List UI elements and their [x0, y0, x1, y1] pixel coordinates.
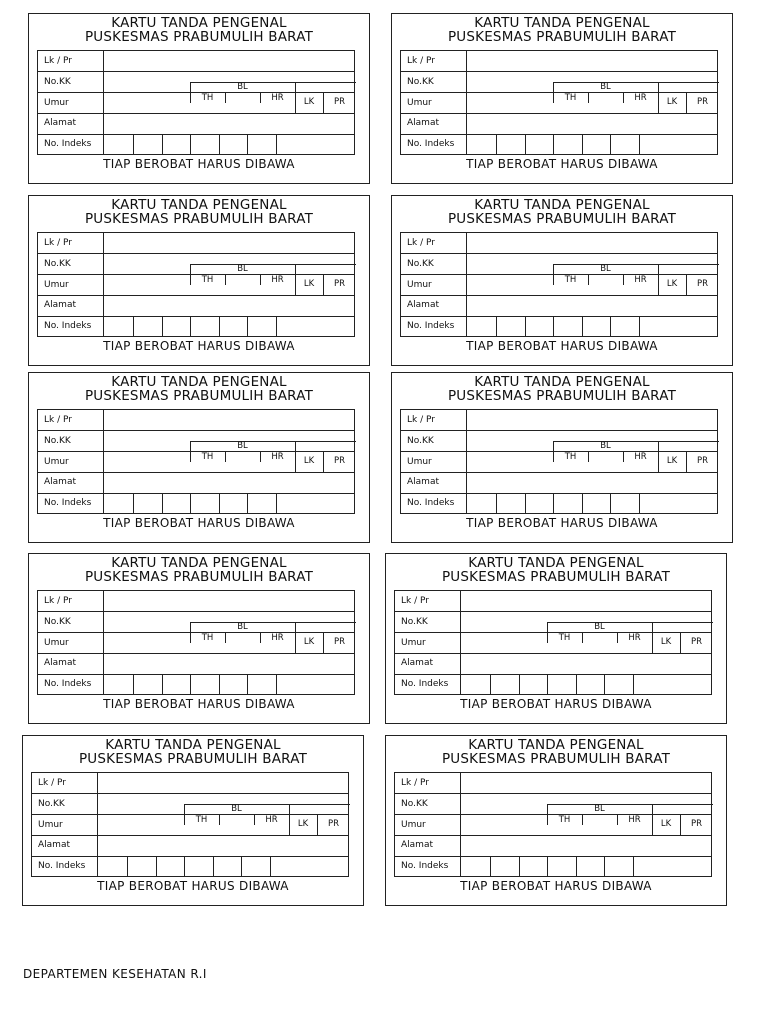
card-title-line1: KARTU TANDA PENGENAL: [474, 15, 650, 31]
index-box-divider: [276, 674, 277, 694]
index-box-divider: [633, 674, 634, 694]
row-divider: [38, 134, 354, 135]
field-label-address: Alamat: [44, 118, 76, 128]
label-column-divider: [103, 51, 104, 154]
row-divider: [38, 472, 354, 473]
card-title-line1: KARTU TANDA PENGENAL: [111, 374, 287, 390]
field-label-gender: Lk / Pr: [44, 238, 72, 248]
age-subgrid-line: [553, 441, 719, 442]
index-box-divider: [219, 316, 220, 336]
field-label-address: Alamat: [401, 658, 433, 668]
card-form-grid: [37, 50, 355, 155]
row-divider: [32, 793, 348, 794]
field-label-age: Umur: [407, 280, 432, 290]
row-divider: [38, 71, 354, 72]
age-unit-hr: HR: [265, 815, 278, 825]
index-box-divider: [547, 674, 548, 694]
age-unit-th: TH: [201, 633, 214, 643]
age-subgrid-line: [582, 632, 583, 643]
field-label-kk: No.KK: [407, 436, 434, 446]
field-label-index: No. Indeks: [401, 679, 449, 689]
row-divider: [38, 253, 354, 254]
gender-lk: LK: [303, 97, 315, 107]
index-box-divider: [525, 134, 526, 154]
index-box-divider: [610, 316, 611, 336]
field-label-index: No. Indeks: [44, 321, 92, 331]
age-subgrid-line: [553, 264, 719, 265]
card-footer: TIAP BEROBAT HARUS DIBAWA: [103, 157, 295, 171]
label-column-divider: [460, 773, 461, 876]
card-title: [386, 738, 726, 766]
age-subgrid-line: [225, 274, 226, 285]
index-box-divider: [219, 674, 220, 694]
index-box-divider: [490, 856, 491, 876]
field-label-kk: No.KK: [44, 617, 71, 627]
index-box-divider: [133, 134, 134, 154]
field-label-address: Alamat: [407, 118, 439, 128]
row-divider: [38, 674, 354, 675]
age-unit-hr: HR: [634, 452, 647, 462]
index-box-divider: [247, 134, 248, 154]
id-card: [28, 13, 370, 184]
field-label-index: No. Indeks: [407, 498, 455, 508]
card-footer: TIAP BEROBAT HARUS DIBAWA: [466, 516, 658, 530]
row-divider: [401, 316, 717, 317]
gender-pr: PR: [333, 97, 346, 107]
age-unit-hr: HR: [271, 275, 284, 285]
index-box-divider: [247, 316, 248, 336]
field-label-gender: Lk / Pr: [44, 56, 72, 66]
field-label-address: Alamat: [44, 300, 76, 310]
row-divider: [38, 316, 354, 317]
age-unit-th: TH: [564, 275, 577, 285]
field-label-kk: No.KK: [407, 259, 434, 269]
age-unit-th: TH: [195, 815, 208, 825]
index-box-divider: [247, 493, 248, 513]
index-box-divider: [576, 674, 577, 694]
age-unit-th: TH: [564, 452, 577, 462]
index-box-divider: [241, 856, 242, 876]
index-box-divider: [156, 856, 157, 876]
index-box-divider: [639, 493, 640, 513]
age-subgrid-line: [553, 82, 719, 83]
card-title: [392, 375, 732, 403]
index-box-divider: [639, 316, 640, 336]
field-label-age: Umur: [44, 457, 69, 467]
index-box-divider: [525, 493, 526, 513]
index-box-divider: [162, 674, 163, 694]
card-form-grid: [37, 590, 355, 695]
row-divider: [38, 611, 354, 612]
card-title: [392, 198, 732, 226]
age-subgrid-line: [190, 441, 356, 442]
age-unit-bl: BL: [231, 804, 242, 814]
card-footer: TIAP BEROBAT HARUS DIBAWA: [97, 879, 289, 893]
card-title: [29, 198, 369, 226]
field-label-index: No. Indeks: [407, 321, 455, 331]
card-footer: TIAP BEROBAT HARUS DIBAWA: [460, 879, 652, 893]
card-title: [23, 738, 363, 766]
id-card: [385, 735, 727, 906]
field-label-age: Umur: [44, 280, 69, 290]
index-box-divider: [582, 316, 583, 336]
card-title-line1: KARTU TANDA PENGENAL: [468, 555, 644, 571]
field-label-age: Umur: [44, 638, 69, 648]
row-divider: [401, 134, 717, 135]
age-subgrid-line: [588, 451, 589, 462]
index-box-divider: [553, 493, 554, 513]
id-card: [28, 195, 370, 366]
card-title-line2: PUSKESMAS PRABUMULIH BARAT: [447, 388, 677, 404]
age-subgrid-line: [588, 274, 589, 285]
index-box-divider: [582, 134, 583, 154]
card-title: [29, 375, 369, 403]
age-unit-th: TH: [201, 452, 214, 462]
row-divider: [38, 295, 354, 296]
label-column-divider: [103, 410, 104, 513]
card-form-grid: [394, 772, 712, 877]
age-unit-th: TH: [558, 815, 571, 825]
card-form-grid: [400, 409, 718, 514]
age-unit-hr: HR: [628, 633, 641, 643]
index-box-divider: [553, 134, 554, 154]
index-box-divider: [162, 493, 163, 513]
index-box-divider: [247, 674, 248, 694]
row-divider: [401, 253, 717, 254]
index-box-divider: [610, 493, 611, 513]
index-box-divider: [525, 316, 526, 336]
card-title: [29, 16, 369, 44]
card-footer: TIAP BEROBAT HARUS DIBAWA: [103, 339, 295, 353]
field-label-index: No. Indeks: [401, 861, 449, 871]
gender-lk: LK: [303, 456, 315, 466]
age-unit-th: TH: [564, 93, 577, 103]
age-subgrid-line: [547, 804, 713, 805]
card-form-grid: [400, 50, 718, 155]
gender-lk: LK: [297, 819, 309, 829]
card-title-line1: KARTU TANDA PENGENAL: [111, 197, 287, 213]
index-box-divider: [190, 493, 191, 513]
id-card: [28, 553, 370, 724]
card-form-grid: [37, 409, 355, 514]
field-label-age: Umur: [407, 457, 432, 467]
index-box-divider: [213, 856, 214, 876]
field-label-age: Umur: [401, 638, 426, 648]
index-box-divider: [133, 674, 134, 694]
row-divider: [38, 113, 354, 114]
index-box-divider: [219, 134, 220, 154]
field-label-age: Umur: [38, 820, 63, 830]
card-form-grid: [400, 232, 718, 337]
field-label-address: Alamat: [44, 658, 76, 668]
card-footer: TIAP BEROBAT HARUS DIBAWA: [103, 516, 295, 530]
field-label-address: Alamat: [38, 840, 70, 850]
card-title-line2: PUSKESMAS PRABUMULIH BARAT: [447, 29, 677, 45]
field-label-index: No. Indeks: [38, 861, 86, 871]
field-label-kk: No.KK: [407, 77, 434, 87]
field-label-gender: Lk / Pr: [38, 778, 66, 788]
age-unit-bl: BL: [594, 622, 605, 632]
row-divider: [32, 856, 348, 857]
age-unit-hr: HR: [628, 815, 641, 825]
gender-lk: LK: [666, 279, 678, 289]
gender-lk: LK: [666, 97, 678, 107]
field-label-gender: Lk / Pr: [401, 778, 429, 788]
index-box-divider: [190, 316, 191, 336]
gender-pr: PR: [690, 819, 703, 829]
gender-lk: LK: [303, 279, 315, 289]
age-subgrid-line: [225, 632, 226, 643]
row-divider: [32, 835, 348, 836]
card-title-line1: KARTU TANDA PENGENAL: [111, 15, 287, 31]
card-title-line2: PUSKESMAS PRABUMULIH BARAT: [84, 569, 314, 585]
index-box-divider: [633, 856, 634, 876]
index-box-divider: [127, 856, 128, 876]
label-column-divider: [97, 773, 98, 876]
index-box-divider: [162, 316, 163, 336]
index-box-divider: [610, 134, 611, 154]
gender-pr: PR: [696, 279, 709, 289]
field-label-gender: Lk / Pr: [407, 238, 435, 248]
field-label-gender: Lk / Pr: [44, 415, 72, 425]
index-box-divider: [219, 493, 220, 513]
age-subgrid-line: [219, 814, 220, 825]
index-box-divider: [519, 674, 520, 694]
index-box-divider: [133, 493, 134, 513]
card-title-line2: PUSKESMAS PRABUMULIH BARAT: [84, 211, 314, 227]
index-box-divider: [576, 856, 577, 876]
card-footer: TIAP BEROBAT HARUS DIBAWA: [466, 339, 658, 353]
field-label-age: Umur: [407, 98, 432, 108]
card-title-line1: KARTU TANDA PENGENAL: [468, 737, 644, 753]
card-title-line2: PUSKESMAS PRABUMULIH BARAT: [441, 569, 671, 585]
field-label-index: No. Indeks: [44, 139, 92, 149]
label-column-divider: [466, 410, 467, 513]
age-unit-th: TH: [201, 275, 214, 285]
card-title: [29, 556, 369, 584]
age-unit-th: TH: [558, 633, 571, 643]
gender-pr: PR: [696, 97, 709, 107]
label-column-divider: [103, 233, 104, 336]
age-unit-bl: BL: [237, 82, 248, 92]
gender-pr: PR: [696, 456, 709, 466]
field-label-gender: Lk / Pr: [407, 415, 435, 425]
field-label-address: Alamat: [407, 477, 439, 487]
card-form-grid: [394, 590, 712, 695]
label-column-divider: [466, 51, 467, 154]
index-box-divider: [496, 493, 497, 513]
row-divider: [401, 493, 717, 494]
age-subgrid-line: [190, 622, 356, 623]
field-label-gender: Lk / Pr: [401, 596, 429, 606]
field-label-address: Alamat: [401, 840, 433, 850]
index-box-divider: [490, 674, 491, 694]
age-unit-hr: HR: [634, 93, 647, 103]
card-title-line2: PUSKESMAS PRABUMULIH BARAT: [78, 751, 308, 767]
card-title: [386, 556, 726, 584]
index-box-divider: [553, 316, 554, 336]
age-unit-bl: BL: [237, 441, 248, 451]
card-title-line2: PUSKESMAS PRABUMULIH BARAT: [441, 751, 671, 767]
row-divider: [38, 653, 354, 654]
row-divider: [395, 674, 711, 675]
index-box-divider: [496, 316, 497, 336]
age-subgrid-line: [547, 622, 713, 623]
index-box-divider: [162, 134, 163, 154]
field-label-gender: Lk / Pr: [44, 596, 72, 606]
index-box-divider: [276, 316, 277, 336]
age-unit-bl: BL: [237, 264, 248, 274]
row-divider: [38, 430, 354, 431]
gender-pr: PR: [327, 819, 340, 829]
row-divider: [401, 71, 717, 72]
field-label-kk: No.KK: [44, 259, 71, 269]
label-column-divider: [460, 591, 461, 694]
age-unit-bl: BL: [600, 82, 611, 92]
gender-lk: LK: [666, 456, 678, 466]
field-label-index: No. Indeks: [44, 498, 92, 508]
age-unit-hr: HR: [271, 452, 284, 462]
age-subgrid-line: [588, 92, 589, 103]
card-footer: TIAP BEROBAT HARUS DIBAWA: [103, 697, 295, 711]
age-unit-hr: HR: [271, 93, 284, 103]
index-box-divider: [270, 856, 271, 876]
field-label-kk: No.KK: [401, 617, 428, 627]
index-box-divider: [190, 674, 191, 694]
age-subgrid-line: [582, 814, 583, 825]
id-card: [385, 553, 727, 724]
row-divider: [395, 835, 711, 836]
id-card: [28, 372, 370, 543]
index-box-divider: [604, 674, 605, 694]
age-unit-bl: BL: [237, 622, 248, 632]
age-unit-hr: HR: [271, 633, 284, 643]
card-title-line1: KARTU TANDA PENGENAL: [474, 374, 650, 390]
card-title: [392, 16, 732, 44]
index-box-divider: [190, 134, 191, 154]
card-footer: TIAP BEROBAT HARUS DIBAWA: [466, 157, 658, 171]
row-divider: [395, 611, 711, 612]
gender-pr: PR: [333, 637, 346, 647]
gender-pr: PR: [690, 637, 703, 647]
field-label-kk: No.KK: [44, 77, 71, 87]
field-label-index: No. Indeks: [407, 139, 455, 149]
age-unit-bl: BL: [594, 804, 605, 814]
card-form-grid: [31, 772, 349, 877]
field-label-kk: No.KK: [401, 799, 428, 809]
id-card: [391, 372, 733, 543]
row-divider: [401, 295, 717, 296]
index-box-divider: [547, 856, 548, 876]
age-unit-hr: HR: [634, 275, 647, 285]
row-divider: [401, 430, 717, 431]
index-box-divider: [276, 134, 277, 154]
field-label-address: Alamat: [44, 477, 76, 487]
field-label-gender: Lk / Pr: [407, 56, 435, 66]
row-divider: [38, 493, 354, 494]
card-form-grid: [37, 232, 355, 337]
age-subgrid-line: [190, 82, 356, 83]
card-title-line2: PUSKESMAS PRABUMULIH BARAT: [84, 29, 314, 45]
row-divider: [395, 856, 711, 857]
index-box-divider: [604, 856, 605, 876]
index-box-divider: [276, 493, 277, 513]
index-box-divider: [582, 493, 583, 513]
row-divider: [401, 472, 717, 473]
age-subgrid-line: [184, 804, 350, 805]
card-footer: TIAP BEROBAT HARUS DIBAWA: [460, 697, 652, 711]
label-column-divider: [466, 233, 467, 336]
gender-lk: LK: [660, 819, 672, 829]
field-label-kk: No.KK: [44, 436, 71, 446]
field-label-index: No. Indeks: [44, 679, 92, 689]
card-title-line1: KARTU TANDA PENGENAL: [105, 737, 281, 753]
card-title-line1: KARTU TANDA PENGENAL: [474, 197, 650, 213]
row-divider: [395, 653, 711, 654]
age-subgrid-line: [190, 264, 356, 265]
age-unit-th: TH: [201, 93, 214, 103]
department-label: DEPARTEMEN KESEHATAN R.I: [23, 967, 207, 981]
age-unit-bl: BL: [600, 441, 611, 451]
gender-lk: LK: [660, 637, 672, 647]
row-divider: [395, 793, 711, 794]
gender-pr: PR: [333, 279, 346, 289]
card-title-line2: PUSKESMAS PRABUMULIH BARAT: [84, 388, 314, 404]
field-label-age: Umur: [401, 820, 426, 830]
row-divider: [401, 113, 717, 114]
age-subgrid-line: [225, 92, 226, 103]
index-box-divider: [496, 134, 497, 154]
id-card: [391, 195, 733, 366]
age-unit-bl: BL: [600, 264, 611, 274]
id-card: [22, 735, 364, 906]
index-box-divider: [133, 316, 134, 336]
field-label-address: Alamat: [407, 300, 439, 310]
index-box-divider: [639, 134, 640, 154]
age-subgrid-line: [225, 451, 226, 462]
id-card: [391, 13, 733, 184]
index-box-divider: [519, 856, 520, 876]
index-box-divider: [184, 856, 185, 876]
field-label-kk: No.KK: [38, 799, 65, 809]
gender-pr: PR: [333, 456, 346, 466]
gender-lk: LK: [303, 637, 315, 647]
card-title-line1: KARTU TANDA PENGENAL: [111, 555, 287, 571]
label-column-divider: [103, 591, 104, 694]
field-label-age: Umur: [44, 98, 69, 108]
card-title-line2: PUSKESMAS PRABUMULIH BARAT: [447, 211, 677, 227]
